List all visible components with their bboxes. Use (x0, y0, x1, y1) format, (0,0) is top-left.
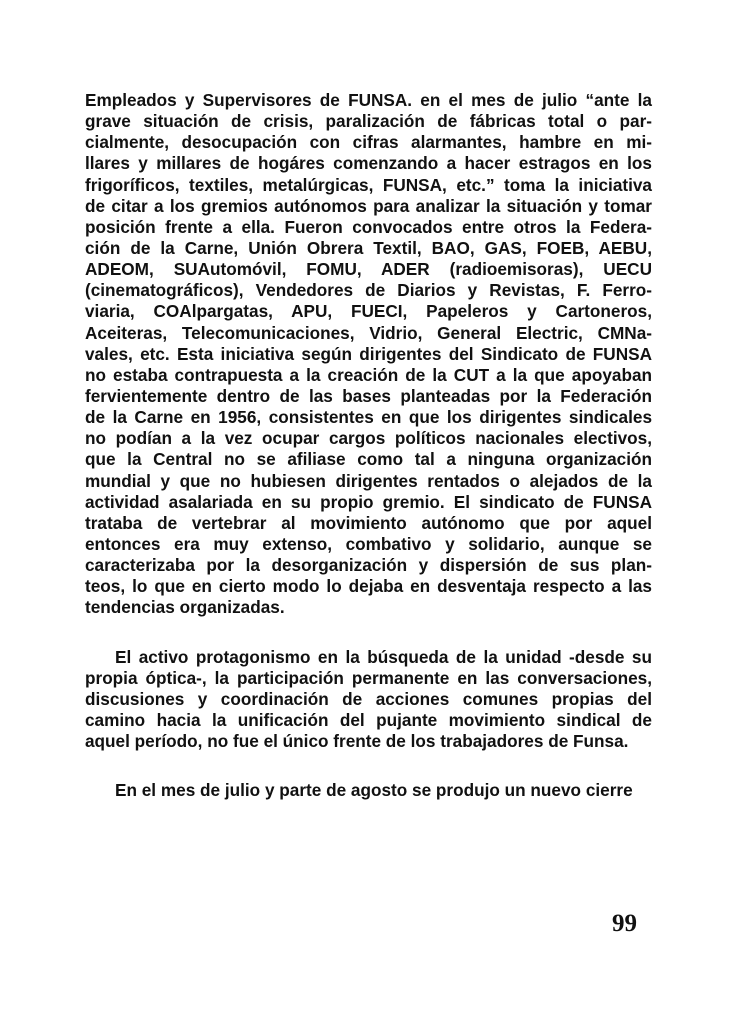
page-number: 99 (612, 910, 637, 937)
book-page-body (85, 90, 652, 801)
text-line: Aceiteras, Telecomunicaciones, Vidrio, General Electric, CMNa- (85, 322, 652, 343)
text-line: viaria, COAlpargatas, APU, FUECI, Papeleros y Cartoneros, (85, 301, 652, 322)
text-line: (cinematográficos), Vendedores de Diarios y Revistas, F. Ferro- (85, 280, 652, 301)
text-line: posición frente a ella. Fueron convocados entre otros la Federa- (85, 216, 652, 237)
text-line: entonces era muy extenso, combativo y solidario, aunque se (85, 533, 652, 554)
text-line: mundial y que no hubiesen dirigentes rentados o alejados de la (85, 470, 652, 491)
text-line: de citar a los gremios autónomos para analizar la situación y tomar (85, 195, 652, 216)
text-line: de la Carne en 1956, consistentes en que los dirigentes sindicales (85, 407, 652, 428)
paragraph (85, 647, 652, 753)
text-line: trataba de vertebrar al movimiento autónomo que por aquel (85, 512, 652, 533)
text-line: vales, etc. Esta iniciativa según dirigentes del Sindicato de FUNSA (85, 343, 652, 364)
text-line: tendencias organizadas. (85, 597, 285, 618)
text-line: frigoríficos, textiles, metalúrgicas, FUNSA, etc.” toma la iniciativa (85, 174, 652, 195)
text-line: ADEOM, SUAutomóvil, FOMU, ADER (radioemisoras), UECU (85, 259, 652, 280)
text-line: ción de la Carne, Unión Obrera Textil, BAO, GAS, FOEB, AEBU, (85, 237, 652, 258)
text-line: grave situación de crisis, paralización de fábricas total o par- (85, 111, 652, 132)
text-line: camino hacia la unificación del pujante movimiento sindical de (85, 709, 652, 730)
paragraph (85, 90, 652, 619)
text-line: que la Central no se afiliase como tal a ninguna organización (85, 449, 652, 470)
text-line: discusiones y coordinación de acciones comunes propias del (85, 688, 652, 709)
text-line: En el mes de julio y parte de agosto se produjo un nuevo cierre (115, 780, 633, 801)
text-line: actividad asalariada en su propio gremio. El sindicato de FUNSA (85, 491, 652, 512)
text-line: fervientemente dentro de las bases planteadas por la Federación (85, 385, 652, 406)
text-line: cialmente, desocupación con cifras alarmantes, hambre en mi- (85, 132, 652, 153)
text-line: no estaba contrapuesta a la creación de la CUT a la que apoyaban (85, 364, 652, 385)
text-line: El activo protagonismo en la búsqueda de la unidad -desde su (115, 646, 652, 667)
paragraph (85, 780, 652, 801)
text-line: propia óptica-, la participación permanente en las conversaciones, (85, 667, 652, 688)
text-line: teos, lo que en cierto modo lo dejaba en desventaja respecto a las (85, 576, 652, 597)
text-line: llares y millares de hogáres comenzando a hacer estragos en los (85, 153, 652, 174)
text-line: caracterizaba por la desorganización y dispersión de sus plan- (85, 555, 652, 576)
text-line: no podían a la vez ocupar cargos políticos nacionales electivos, (85, 428, 652, 449)
text-line: aquel período, no fue el único frente de los trabajadores de Funsa. (85, 731, 629, 752)
text-line: Empleados y Supervisores de FUNSA. en el mes de julio “ante la (85, 90, 652, 110)
